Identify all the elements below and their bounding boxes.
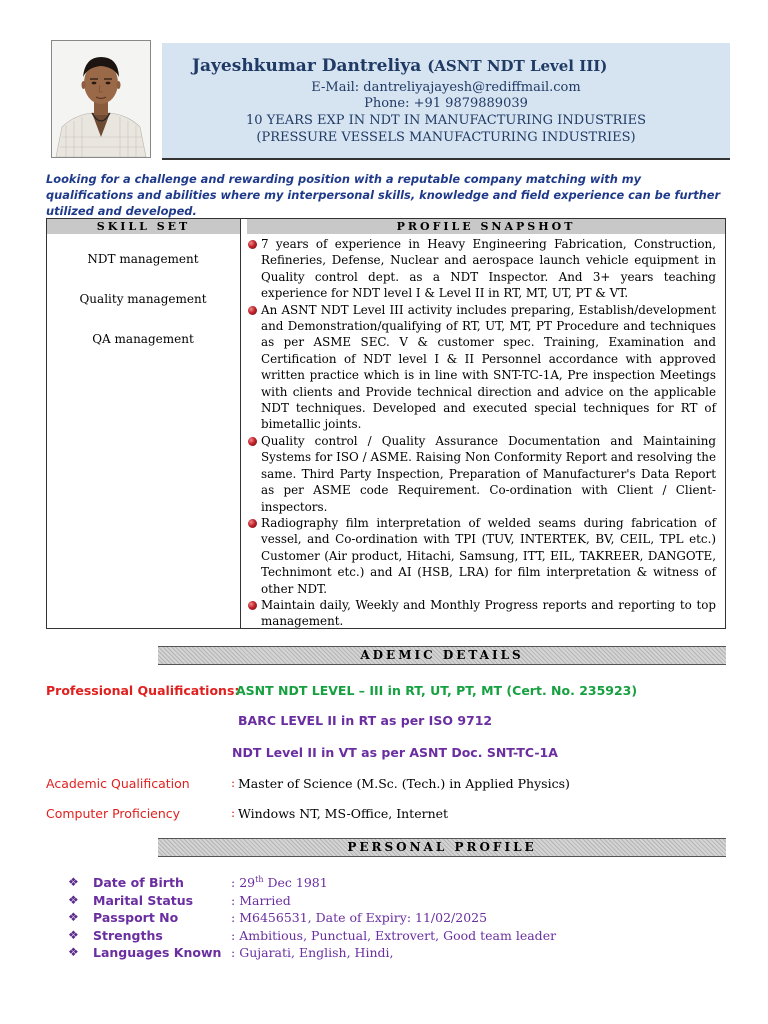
email-line: E-Mail: dantreliyajayesh@rediffmail.com <box>311 80 581 95</box>
profile-snapshot-item: Quality control / Quality Assurance Documentation and Maintaining Systems for ISO / ASME. Raising Non Conformity Report and resolving the same. Third Party Inspection, Preparation of Manufacturer's Data Report as per ASME code Requirement. Co-ordination with Client / Client-inspectors. <box>246 433 716 515</box>
candidate-name-line <box>192 56 607 76</box>
profile-snapshot-item: Maintain daily, Weekly and Monthly Progress reports and reporting to top management. <box>246 597 716 630</box>
profile-photo <box>51 40 151 158</box>
personal-profile-header: PERSONAL PROFILE <box>158 838 726 857</box>
vt-qualification: NDT Level II in VT as per ASNT Doc. SNT-TC-1A <box>232 745 558 760</box>
candidate-credential: (ASNT NDT Level III) <box>427 57 608 75</box>
diamond-bullet-icon: ❖ <box>68 928 79 942</box>
experience-line: 10 YEARS EXP IN NDT IN MANUFACTURING INDUSTRIES <box>246 113 646 128</box>
candidate-name: Jayeshkumar Dantreliya <box>192 56 422 76</box>
strengths-label: Strengths <box>93 928 163 943</box>
industry-line: (PRESSURE VESSELS MANUFACTURING INDUSTRIES) <box>256 130 636 145</box>
diamond-bullet-icon: ❖ <box>68 910 79 924</box>
academic-details-header: ADEMIC DETAILS <box>158 646 726 665</box>
skill-item: NDT management <box>87 252 199 266</box>
colon: : <box>231 806 236 820</box>
red-ball-bullet-icon <box>248 240 257 249</box>
date-of-birth-value: : 29th Dec 1981 <box>231 875 328 891</box>
passport-value: : M6456531, Date of Expiry: 11/02/2025 <box>231 910 488 925</box>
computer-proficiency-label: Computer Proficiency <box>46 806 181 821</box>
career-objective: Looking for a challenge and rewarding position with a reputable company matching with my qualifications and abilities where my interpersonal skills, knowledge and field experience can be further utilized and developed. <box>46 172 721 218</box>
skill-item: Quality management <box>79 292 207 306</box>
skill-item: QA management <box>92 332 194 346</box>
languages-label: Languages Known <box>93 945 222 960</box>
marital-status-label: Marital Status <box>93 893 194 908</box>
red-ball-bullet-icon <box>248 437 257 446</box>
academic-qualification-label: Academic Qualification <box>46 776 190 791</box>
profile-snapshot-list <box>246 236 716 630</box>
table-column-divider <box>240 218 241 629</box>
diamond-bullet-icon: ❖ <box>68 875 79 889</box>
skill-set-header: SKILL SET <box>47 219 240 234</box>
barc-qualification: BARC LEVEL II in RT as per ISO 9712 <box>238 713 493 728</box>
profile-snapshot-item: Radiography film interpretation of welded seams during fabrication of vessel, and Co-ordination with TPI (TUV, INTERTEK, BV, CEIL, TPL etc.) Customer (Air product, Hitachi, Samsung, ITT, EIL, TAKREER, DANGOTE, Technimont etc.) and AI (HSB, LRA) for film interpretation & witness of other NDT. <box>246 515 716 597</box>
marital-status-value: : Married <box>231 893 291 908</box>
profile-snapshot-item: 7 years of experience in Heavy Engineering Fabrication, Construction, Refineries, Defense, Nuclear and aerospace launch vehicle equipment in Quality control dept. as a NDT Inspector. And 3+ years teaching experience for NDT level I & Level II in RT, MT, UT, PT & VT. <box>246 236 716 302</box>
profile-snapshot-header: PROFILE SNAPSHOT <box>247 219 725 234</box>
colon: : <box>231 776 236 790</box>
phone-line: Phone: +91 9879889039 <box>364 96 528 111</box>
asnt-level-iii-qualification: ASNT NDT LEVEL – III in RT, UT, PT, MT (Cert. No. 235923) <box>236 683 638 698</box>
passport-label: Passport No <box>93 910 179 925</box>
academic-qualification-value: Master of Science (M.Sc. (Tech.) in Applied Physics) <box>238 776 570 791</box>
header-divider <box>162 158 730 160</box>
profile-snapshot-item: An ASNT NDT Level III activity includes preparing, Establish/development and Demonstration/qualifying of RT, UT, MT, PT Procedure and techniques as per ASME SEC. V & customer spec. Training, Examination and Certification of NDT level I & II Personnel accordance with approved written practice which is in line with SNT-TC-1A, Pre inspection Meetings with clients and Provide technical direction and advice on the applicable NDT techniques. Developed and executed special techniques for RT of bimetallic joints. <box>246 302 716 433</box>
date-of-birth-label: Date of Birth <box>93 875 184 890</box>
diamond-bullet-icon: ❖ <box>68 945 79 959</box>
professional-qualifications-label: Professional Qualifications: <box>46 683 240 698</box>
languages-value: : Gujarati, English, Hindi, <box>231 945 394 960</box>
red-ball-bullet-icon <box>248 601 257 610</box>
strengths-value: : Ambitious, Punctual, Extrovert, Good team leader <box>231 928 557 943</box>
red-ball-bullet-icon <box>248 306 257 315</box>
diamond-bullet-icon: ❖ <box>68 893 79 907</box>
red-ball-bullet-icon <box>248 519 257 528</box>
computer-proficiency-value: Windows NT, MS-Office, Internet <box>238 806 449 821</box>
